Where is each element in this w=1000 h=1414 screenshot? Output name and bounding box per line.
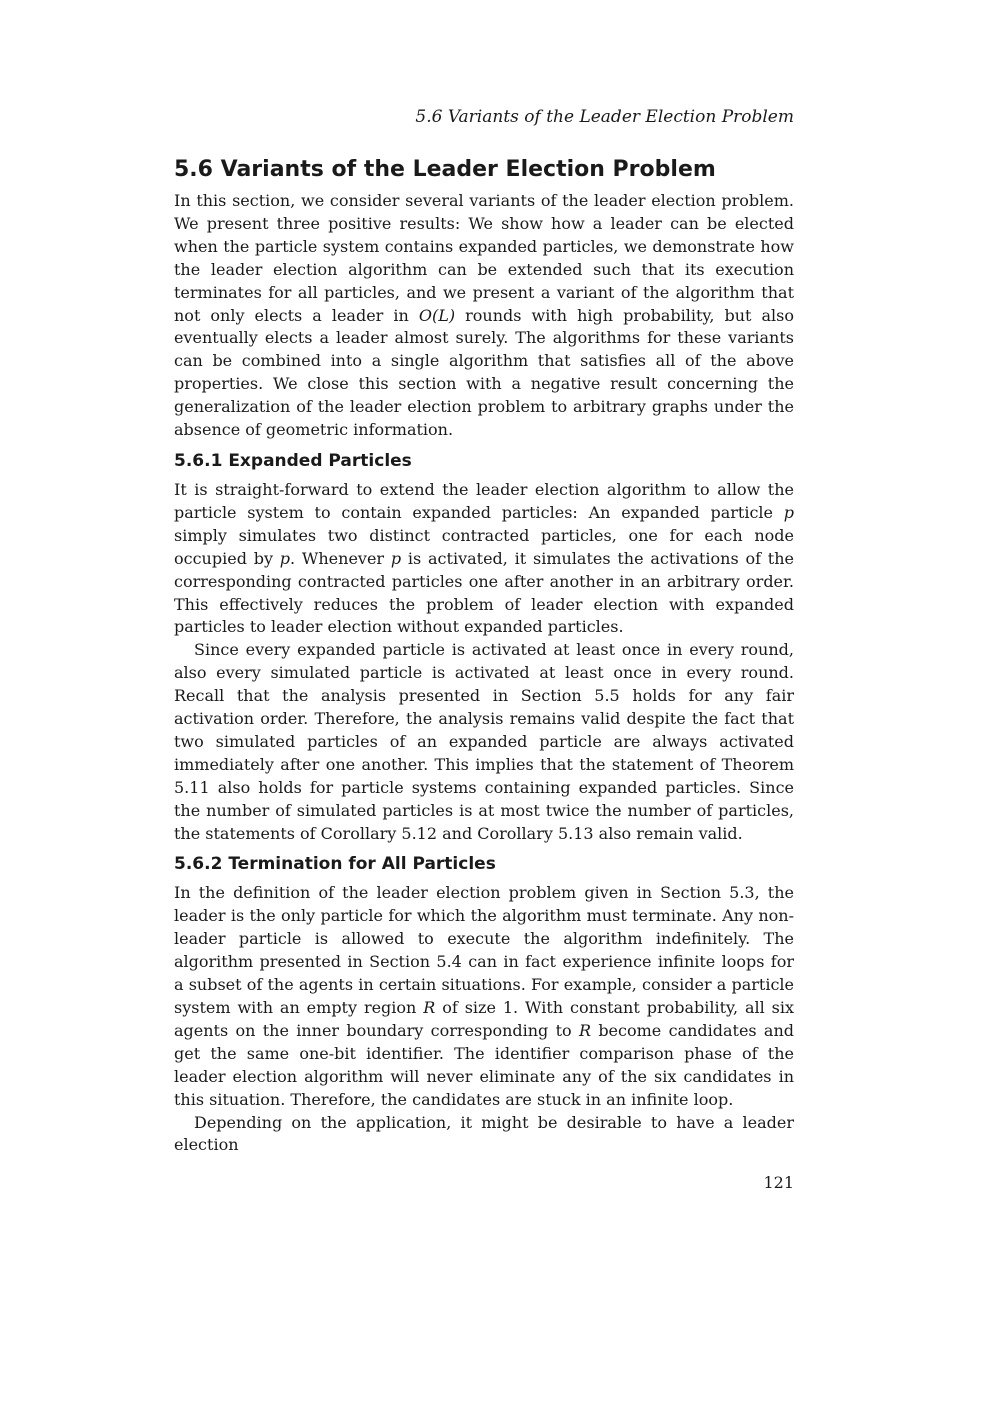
subsection-title-expanded-particles: 5.6.1 Expanded Particles <box>174 450 412 471</box>
page-number: 121 <box>763 1173 794 1192</box>
math-r: R <box>423 998 436 1017</box>
math-p: p <box>783 502 794 522</box>
text-run: It is straight-forward to extend the leader election algorithm to allow the particle system to contain expanded particles: An expanded particle <box>174 479 794 522</box>
text-run: simply simulates two distinct contracted particles, one for each node occupied by <box>174 525 794 568</box>
termination-paragraph-2: Depending on the application, it might be desirable to have a leader election <box>174 1112 794 1155</box>
section-title: 5.6 Variants of the Leader Election Problem <box>174 157 716 182</box>
intro-text-1: In this section, we consider several variants of the leader election problem. We present three positive results: We show how a leader can be elected when the particle system contains expanded particles, we demonstrate how the leader election algorithm can be extended such that its execution terminates for all particles, and we present a variant of the algorithm that not only elects a leader in <box>174 191 794 325</box>
text-run: become candidates and get the same one-bit identifier. The identifier comparison phase of the leader election algorithm will never eliminate any of the six candidates in this situation. Therefore, the candidates are stuck in an infinite loop. <box>174 1020 795 1109</box>
text-run: of size 1. With constant probability, all six agents on the inner boundary corresponding to <box>174 998 794 1040</box>
math-r: R <box>578 1020 592 1040</box>
subsection-title-termination: 5.6.2 Termination for All Particles <box>174 854 496 875</box>
page-body <box>174 156 794 1157</box>
intro-paragraph <box>174 190 794 442</box>
text-run: . Whenever <box>290 548 391 568</box>
text-run: In the definition of the leader election problem given in Section 5.3, the leader is the only particle for which the algorithm must terminate. Any non-leader particle is allowed to execute the algorithm indefinitely. The algorithm presented in Section 5.4 can in fact experience infinite loops for a subset of the agents in certain situations. For example, consider a particle system with an empty region <box>174 883 794 1017</box>
expanded-particles-paragraph-1 <box>174 479 794 639</box>
math-p: p <box>279 548 291 568</box>
intro-text-2: rounds with high probability, but also eventually elects a leader almost surely. The algorithms for these variants can be combined into a single algorithm that satisfies all of the above properties. We close this section with a negative result concerning the generalization of the leader election problem to arbitrary graphs under the absence of geometric information. <box>174 305 794 440</box>
math-o-of-l: O(L) <box>418 305 456 325</box>
running-head: 5.6 Variants of the Leader Election Problem <box>415 107 794 127</box>
termination-paragraph-1 <box>174 882 794 1111</box>
math-p: p <box>390 548 402 568</box>
expanded-particles-paragraph-2: Since every expanded particle is activated at least once in every round, also every simulated particle is activated at least once in every round. Recall that the analysis presented in Section 5.5 holds for any fair activation order. Therefore, the analysis remains valid despite the fact that two simulated particles of an expanded particle are always activated immediately after one another. This implies that the statement of Theorem 5.11 also holds for particle systems containing expanded particles. Since the number of simulated particles is at most twice the number of particles, the statements of Corollary 5.12 and Corollary 5.13 also remain valid. <box>174 640 794 843</box>
page <box>174 0 794 1414</box>
text-run: is activated, it simulates the activations of the corresponding contracted particles one after another in an arbitrary order. This effectively reduces the problem of leader election with expanded particles to leader election without expanded particles. <box>174 548 794 637</box>
